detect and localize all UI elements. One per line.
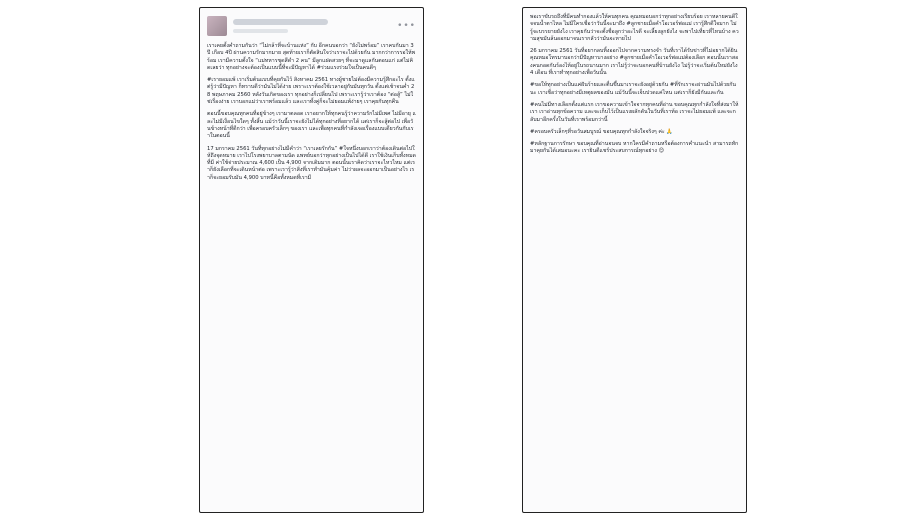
left-post-panel <box>199 7 424 513</box>
right-post-panel <box>522 7 747 513</box>
post-paragraph: ตอนนี้ขอบคุณทุกคนที่อยู่ข้างๆ เรามาตลอด เราอยากให้ทุกคนรู้ว่าความรักไม่มีเพศ ไม่มีอายุ และไม่มีเงื่อนไขใดๆ ทั้งสิ้น แม้ว่าวันนี้เราจะยังไม่ได้ทุกอย่างที่อยากได้ แต่เราก็จะสู้ต่อไป เพื่อวันข้างหน้าที่ดีกว่า เพื่อครอบครัวเล็กๆ ของเรา และเพื่อทุกคนที่กำลังเจอเรื่องแบบเดียวกันกับเราในตอนนี้ <box>207 111 416 140</box>
blurred-author-name[interactable] <box>233 19 328 33</box>
more-dots-icon[interactable]: ••• <box>397 20 416 31</box>
post-paragraph: #หลักฐานการรักษา ขอบคุณที่อ่านจนจบ หากใครมีคำถามหรือต้องการคำแนะนำ สามารถทักมาคุยกันได้เสมอนะคะ เรายินดีแชร์ประสบการณ์ทุกอย่าง 😊 <box>530 141 739 155</box>
post-paragraph: เราเคยตั้งคำถามกันว่า “ไม่กล้าที่จะบ้านแห่ง” กับ อีกคนบอกว่า “ยังไม่พร้อม” เราคบกันมา 3ปี เกือบ 4ปี ผ่านความรักมากมาย สุดท้ายเราก็ตัดสินใจว่าเราจะไปด้วยกัน มากกว่าการรอให้พร้อม เรามีความตั้งใจ “แม่ทหารชุดสีดำ 2 คน” มีลูกแฝดสวยๆ ที่จะมาดูแลกันตอนแก่ แต่ไม่คิดเลยว่า ทุกอย่างจะต้องเป็นแบบนี้ที่จะมีปัญหาได้ #ร่วมแรงร่วมใจเป็นคนดีๆ <box>207 43 416 71</box>
post-paragraph: 26 มกราคม 2561 วันที่อยากลบทิ้งออกไปจากความทรงจำ วันที่เราได้รับข่าวที่ไม่อยากได้ยิน คุณหมอโทรมาบอกว่ามีปัญหาบางอย่าง #ลูกชายเมื่อคำโอเวอร์พ่อแม่ต้องเลือก ตอนนั้นเราสองคนกอดกันร้องไห้อยู่ในรถนานมาก เราไม่รู้ว่าจะบอกคนที่บ้านยังไง ไม่รู้ว่าจะเริ่มต้นใหม่ยังไง 4 เดือน ที่เราทำทุกอย่างเพื่อวันนั้น <box>530 48 739 77</box>
post-paragraph: #ครอบครัวเล็กๆที่รอวันสมบูรณ์ ขอบคุณทุกกำลังใจจริงๆ ค่ะ 🙏 <box>530 128 673 135</box>
post-paragraph: พอเราขับรถถึงที่มีคนทำกองแล้วให้คนทุกคน คุณหมอบอกว่าทุกอย่างเรียบร้อย เราหลายคนดีใจจนน้ำตาไหล ไม่มีใครเชื่อว่าวันนี้จะมาถึง #ลูกชายเมื่อคำโอเวอร์พ่อแม่ เรารู้สึกดีใจมาก ไม่รู้จะบรรยายยังไง เราคุยกันว่าจะตั้งชื่อลูกว่าอะไรดี จะเลี้ยงลูกยังไง จะพาไปเที่ยวที่ไหนบ้าง ความสุขมันล้นออกมาจนเรากลัวว่ามันจะหายไป <box>530 14 739 42</box>
post-paragraph: #คนไม่มีทางเลือกตั้งแต่แรก เราขอความเข้าใจจากทุกคนที่อ่าน ขอบคุณทุกกำลังใจที่ส่งมาให้เรา เราอ่านทุกข้อความ และจะเก็บไว้เป็นแรงผลักดันในวันที่เราท้อ เราจะไม่ยอมแพ้ และจะกลับมาอีกครั้งในวันที่เราพร้อมกว่านี้ <box>530 101 739 123</box>
avatar[interactable] <box>207 16 227 36</box>
post-paragraph: #เรายอมแพ้ เราเริ่มต้นแบบที่คุยกันไว้ สิงหาคม 2561 ทางผู้ชายไม่ต้องมีความรู้สึกอะไร ตั้งแต่รู้ว่ามีปัญหา ก็ทราบดีว่ามันไม่ได้ง่าย เพราะเราต้องใช้เวลาอยู่กับมันทุกวัน ตั้งแต่เช้าจนค่ำ 28 พฤษภาคม 2560 หลังวันเกิดของเรา ทุกอย่างก็เปลี่ยนไป เพราะเรารู้ว่าเราต้อง “ต่อสู้” ไม่ใช่เรื่องง่าย เราบอกแม่ว่าเราพร้อมแล้ว และเราทั้งคู่ก็จะไม่ยอมแพ้ง่ายๆ เราคุยกันทุกคืน <box>207 77 415 106</box>
post-header <box>207 14 416 38</box>
post-paragraph: 17 มกราคม 2561 วันที่ทุกอย่างไม่มีคำว่า “เราเลยรักกัน” #ใจหนึ่งบอกเราว่าต้องเดินต่อไปให้ถึงจุดหมาย เราไปโรงพยาบาลตามนัด แพทย์บอกว่าทุกอย่างเป็นไปได้ดี เราใช้เงินเก็บทั้งหมดที่มี ค่าใช้จ่ายประมาณ 4,600 เป็น 4,900 จากเดิมมาก ตอนนั้นเราคิดว่าเราจะไหวไหม แต่เราก็ยังเลือกที่จะเดินหน้าต่อ เพราะเรารู้ว่าสิ่งที่เราทำมันคุ้มค่า ไม่ว่าผลจะออกมาเป็นอย่างไร เราก็จะยอมรับมัน 4,900 บาทนี้คือทั้งหมดที่เรามี <box>207 145 416 181</box>
post-paragraph: #ขอให้ทุกอย่างเป็นแค่ฝันร้ายและตื่นขึ้นมาเราจะยังอยู่ด้วยกัน #ที่รักเราจะผ่านมันไปด้วยกันนะ เราเชื่อว่าทุกอย่างมีเหตุผลของมัน แม้วันนี้จะเจ็บปวดแค่ไหน แต่เราก็ยังมีกันและกัน <box>530 82 737 96</box>
